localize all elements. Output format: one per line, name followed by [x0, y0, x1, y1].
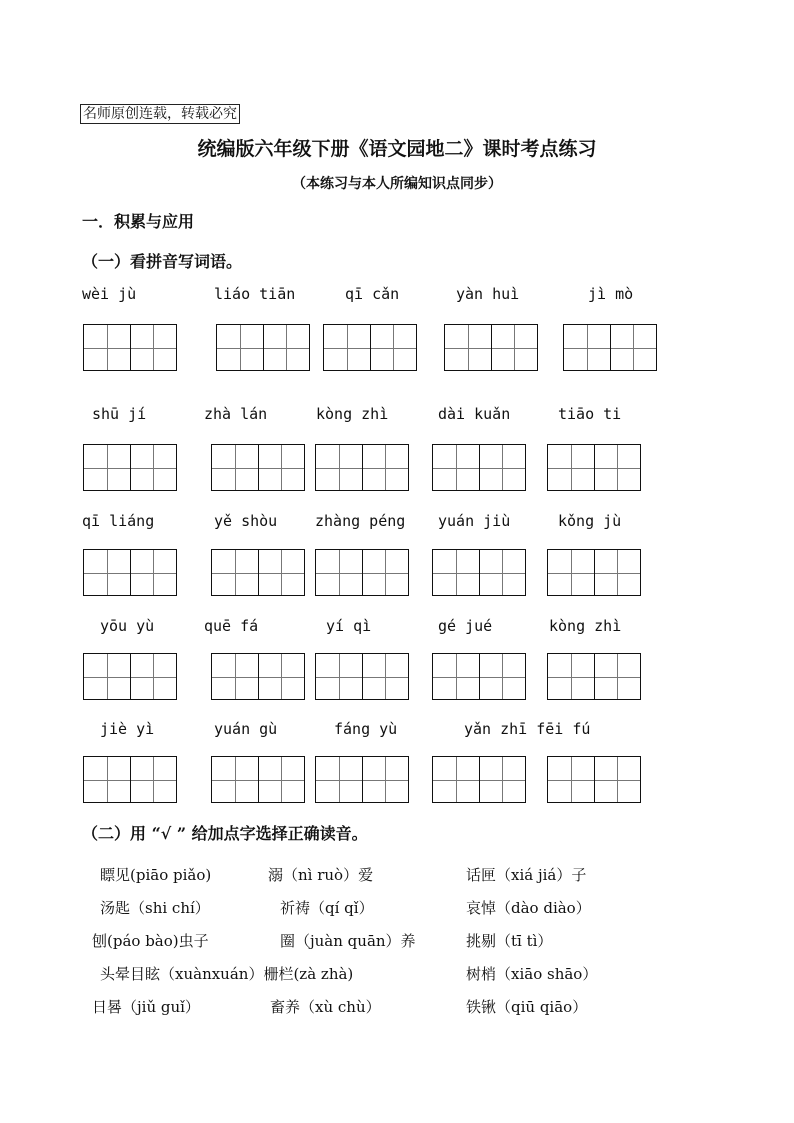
- character-cell[interactable]: [316, 445, 363, 490]
- character-cell[interactable]: [480, 445, 526, 490]
- character-cell[interactable]: [84, 550, 131, 595]
- character-cell[interactable]: [131, 550, 177, 595]
- pinyin-prompt: kòng zhì: [549, 617, 622, 635]
- character-cell[interactable]: [259, 757, 305, 802]
- character-cell[interactable]: [480, 550, 526, 595]
- tianzi-answer-box[interactable]: [432, 549, 526, 596]
- tianzi-answer-box[interactable]: [432, 653, 526, 700]
- pinyin-prompt: yí qì: [326, 617, 372, 635]
- tianzi-answer-box[interactable]: [315, 444, 409, 491]
- pinyin-prompt: zhà lán: [204, 405, 268, 423]
- tianzi-answer-box[interactable]: [432, 756, 526, 803]
- pinyin-prompt: yuán gù: [214, 720, 278, 738]
- tianzi-answer-box[interactable]: [547, 549, 641, 596]
- pronunciation-item[interactable]: 瞟见(piāo piǎo): [100, 866, 212, 884]
- character-cell[interactable]: [264, 325, 310, 370]
- tianzi-answer-box[interactable]: [315, 756, 409, 803]
- character-cell[interactable]: [217, 325, 264, 370]
- character-cell[interactable]: [433, 445, 480, 490]
- character-cell[interactable]: [316, 654, 363, 699]
- tianzi-answer-box[interactable]: [211, 444, 305, 491]
- pronunciation-item[interactable]: 日晷（jiǔ guǐ）: [92, 998, 200, 1016]
- tianzi-answer-box[interactable]: [216, 324, 310, 371]
- character-cell[interactable]: [548, 550, 595, 595]
- pinyin-prompt: yuán jiù: [438, 512, 511, 530]
- tianzi-answer-box[interactable]: [83, 444, 177, 491]
- pronunciation-item[interactable]: 树梢（xiāo shāo）: [466, 965, 598, 983]
- pinyin-prompt: yě shòu: [214, 512, 278, 530]
- character-cell[interactable]: [595, 757, 641, 802]
- character-cell[interactable]: [371, 325, 417, 370]
- character-cell[interactable]: [433, 550, 480, 595]
- page-subtitle: （本练习与本人所编知识点同步）: [292, 176, 502, 192]
- character-cell[interactable]: [492, 325, 538, 370]
- pronunciation-item[interactable]: 溺（nì ruò）爱: [268, 866, 374, 884]
- pinyin-prompt: jì mò: [588, 285, 634, 303]
- character-cell[interactable]: [316, 550, 363, 595]
- pinyin-prompt: qī liáng: [82, 512, 155, 530]
- pinyin-prompt: zhàng péng: [315, 512, 406, 530]
- tianzi-answer-box[interactable]: [547, 756, 641, 803]
- section-heading: 一．积累与应用: [82, 212, 195, 231]
- pinyin-prompt: yàn huì: [456, 285, 520, 303]
- character-cell[interactable]: [363, 654, 409, 699]
- pinyin-prompt: liáo tiān: [214, 285, 296, 303]
- character-cell[interactable]: [259, 550, 305, 595]
- character-cell[interactable]: [316, 757, 363, 802]
- tianzi-answer-box[interactable]: [323, 324, 417, 371]
- tianzi-answer-box[interactable]: [211, 653, 305, 700]
- pronunciation-item[interactable]: 畜养（xù chù）: [270, 998, 381, 1016]
- character-cell[interactable]: [131, 445, 177, 490]
- character-cell[interactable]: [131, 654, 177, 699]
- copyright-stamp: 名师原创连载，转载必究: [80, 104, 240, 124]
- character-cell[interactable]: [611, 325, 657, 370]
- pinyin-prompt: yǎn zhī fēi fú: [464, 720, 591, 738]
- character-cell[interactable]: [259, 445, 305, 490]
- character-cell[interactable]: [84, 445, 131, 490]
- character-cell[interactable]: [363, 757, 409, 802]
- tianzi-answer-box[interactable]: [547, 653, 641, 700]
- tianzi-answer-box[interactable]: [83, 549, 177, 596]
- tianzi-answer-box[interactable]: [315, 653, 409, 700]
- character-cell[interactable]: [324, 325, 371, 370]
- tianzi-answer-box[interactable]: [83, 653, 177, 700]
- character-cell[interactable]: [433, 654, 480, 699]
- pinyin-prompt: yōu yù: [100, 617, 155, 635]
- pinyin-prompt: quē fá: [204, 617, 259, 635]
- tianzi-answer-box[interactable]: [432, 444, 526, 491]
- pronunciation-item[interactable]: 哀悼（dào diào）: [466, 899, 591, 917]
- pinyin-prompt: fáng yù: [334, 720, 398, 738]
- tianzi-answer-box[interactable]: [83, 756, 177, 803]
- character-cell[interactable]: [548, 654, 595, 699]
- pronunciation-item[interactable]: 头晕目眩（xuànxuán）栅栏(zà zhà): [100, 965, 354, 983]
- character-cell[interactable]: [212, 757, 259, 802]
- character-cell[interactable]: [212, 550, 259, 595]
- tianzi-answer-box[interactable]: [563, 324, 657, 371]
- pinyin-prompt: shū jí: [92, 405, 147, 423]
- part1-heading: （一）看拼音写词语。: [82, 252, 243, 271]
- character-cell[interactable]: [363, 445, 409, 490]
- character-cell[interactable]: [433, 757, 480, 802]
- pronunciation-item[interactable]: 汤匙（shi chí）: [100, 899, 210, 917]
- pinyin-prompt: kǒng jù: [558, 512, 622, 530]
- character-cell[interactable]: [363, 550, 409, 595]
- character-cell[interactable]: [480, 757, 526, 802]
- pronunciation-item[interactable]: 挑剔（tī tì）: [466, 932, 553, 950]
- character-cell[interactable]: [84, 757, 131, 802]
- pinyin-prompt: gé jué: [438, 617, 493, 635]
- character-cell[interactable]: [212, 445, 259, 490]
- character-cell[interactable]: [445, 325, 492, 370]
- tianzi-answer-box[interactable]: [547, 444, 641, 491]
- character-cell[interactable]: [259, 654, 305, 699]
- pinyin-prompt: kòng zhì: [316, 405, 389, 423]
- character-cell[interactable]: [548, 445, 595, 490]
- tianzi-answer-box[interactable]: [211, 549, 305, 596]
- character-cell[interactable]: [480, 654, 526, 699]
- pinyin-prompt: qī cǎn: [345, 285, 400, 303]
- pinyin-prompt: jiè yì: [100, 720, 155, 738]
- character-cell[interactable]: [595, 654, 641, 699]
- tianzi-answer-box[interactable]: [83, 324, 177, 371]
- character-cell[interactable]: [84, 325, 131, 370]
- pronunciation-item[interactable]: 祈祷（qí qǐ）: [280, 899, 374, 917]
- character-cell[interactable]: [595, 550, 641, 595]
- character-cell[interactable]: [131, 325, 177, 370]
- part2-heading: （二）用 “√ ” 给加点字选择正确读音。: [82, 824, 368, 843]
- pinyin-prompt: dài kuǎn: [438, 405, 511, 423]
- page-title: 统编版六年级下册《语文园地二》课时考点练习: [197, 138, 597, 160]
- character-cell[interactable]: [595, 445, 641, 490]
- character-cell[interactable]: [564, 325, 611, 370]
- pronunciation-item[interactable]: 圈（juàn quān）养: [280, 932, 416, 950]
- pinyin-prompt: tiāo ti: [558, 405, 622, 423]
- character-cell[interactable]: [84, 654, 131, 699]
- tianzi-answer-box[interactable]: [211, 756, 305, 803]
- tianzi-answer-box[interactable]: [315, 549, 409, 596]
- pronunciation-item[interactable]: 刨(páo bào)虫子: [92, 932, 209, 950]
- pronunciation-item[interactable]: 话匣（xiá jiá）子: [466, 866, 587, 884]
- character-cell[interactable]: [548, 757, 595, 802]
- tianzi-answer-box[interactable]: [444, 324, 538, 371]
- character-cell[interactable]: [212, 654, 259, 699]
- character-cell[interactable]: [131, 757, 177, 802]
- pronunciation-item[interactable]: 铁锹（qiū qiāo）: [466, 998, 588, 1016]
- pinyin-prompt: wèi jù: [82, 285, 137, 303]
